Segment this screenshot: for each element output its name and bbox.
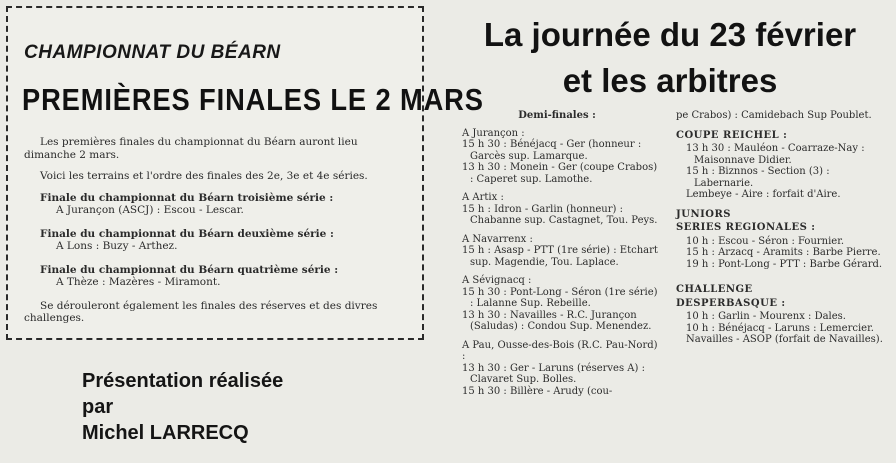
venue-block [452,192,662,227]
box-closing: Se dérouleront également les finales des réserves et des divres challenges. [24,299,378,324]
box-kicker: CHAMPIONNAT DU BÉARN [24,42,281,63]
headline-line: et les arbitres [562,62,778,99]
venue-name: A Sévignacq : [462,275,532,286]
venue-block [452,234,662,269]
headline-line: La journée du 23 février [483,16,857,53]
fixture-line: 19 h : Pont-Long - PTT : Barbe Gérard. [686,258,883,270]
fixture-line: Lembeye - Aire : forfait d'Aire. [686,189,841,200]
section-heading: COUPE REICHEL : [676,129,788,141]
final-third-series [24,192,410,217]
continued-line: pe Crabos) : Camidebach Sup Poublet. [676,110,872,121]
fixture-line: 10 h : Escou - Séron : Fournier. [686,235,845,247]
venue-name: A Navarrenx : [462,233,533,245]
credit-line: Michel LARRECQ [82,422,249,444]
article-column-1 [452,110,662,404]
venue-name: A Artix : [462,192,504,203]
venue-name: A Jurançon : [462,127,525,139]
fixture-line: 15 h 30 : Billère - Arudy (cou- [462,385,613,397]
section-coupe-reichel [676,130,886,201]
box-title: PREMIÈRES FINALES LE 2 MARS [22,82,484,117]
fixture-line: 13 h 30 : Ger - Laruns (réserves A) : Clavaret Sup. Bolles. [462,362,645,385]
venue-block [452,128,662,186]
fixture-line: 13 h 30 : Mauléon - Coarraze-Nay : Maisonnave Didier. [686,143,865,166]
article-column-2 [676,110,886,346]
final-line: A Thèze : Mazères - Miramont. [56,276,221,288]
section-subheading: SERIES REGIONALES : [676,222,816,233]
final-line: A Lons : Buzy - Arthez. [56,240,178,252]
section-heading: JUNIORS [676,208,732,220]
fixture-line: 10 h : Bénéjacq - Laruns : Lemercier. [686,322,874,334]
final-title: Finale du championnat du Béarn deuxième série : [40,227,334,240]
box-intro: Les premières finales du championnat du Béarn auront lieu dimanche 2 mars. [24,136,358,161]
fixture-line: 13 h 30 : Monein - Ger (coupe Crabos) : Caperet sup. Lamothe. [462,162,658,185]
fixture-line: Navailles - ASOP (forfait de Navailles). [686,334,883,345]
fixture-line: 10 h : Garlin - Mourenx : Dales. [686,311,846,322]
fixture-line: 15 h : Biznnos - Section (3) : Labernarie. [686,166,830,189]
venue-name: A Pau, Ousse-des-Bois (R.C. Pau-Nord) : [462,339,658,362]
final-fourth-series [24,264,410,289]
section-juniors [676,209,886,271]
semi-finals-heading: Demi-finales : [518,110,596,121]
final-title: Finale du championnat du Béarn quatrième série : [40,263,339,276]
box-order: Voici les terrains et l'ordre des finales des 2e, 3e et 4e séries. [40,170,368,182]
final-line: A Jurançon (ASCJ) : Escou - Lescar. [56,204,244,216]
article-headline [450,12,890,104]
credit-line: par [82,396,114,418]
venue-block [452,340,662,398]
box-body [24,136,410,334]
venue-block [452,275,662,333]
fixture-line: 13 h 30 : Navailles - R.C. Jurançon (Saludas) : Condou Sup. Menendez. [462,309,652,332]
fixture-line: 15 h : Asasp - PTT (1re série) : Etchart sup. Magendie, Tou. Laplace. [462,245,658,268]
final-second-series [24,228,410,253]
author-credit [82,368,283,446]
final-title: Finale du championnat du Béarn troisième série : [40,191,334,204]
section-subheading: DESPERBASQUE : [676,297,786,309]
fixture-line: 15 h 30 : Pont-Long - Séron (1re série) : Lalanne Sup. Rebeille. [462,286,658,309]
credit-line: Présentation réalisée [82,370,284,392]
fixture-line: 15 h : Idron - Garlin (honneur) : Chabanne sup. Castagnet, Tou. Peys. [462,203,658,226]
fixture-line: 15 h 30 : Bénéjacq - Ger (honneur : Garcès sup. Lamarque. [462,139,642,162]
section-heading: CHALLENGE [676,284,753,295]
section-challenge [676,284,886,346]
fixture-line: 15 h : Arzacq - Aramits : Barbe Pierre. [686,247,881,258]
